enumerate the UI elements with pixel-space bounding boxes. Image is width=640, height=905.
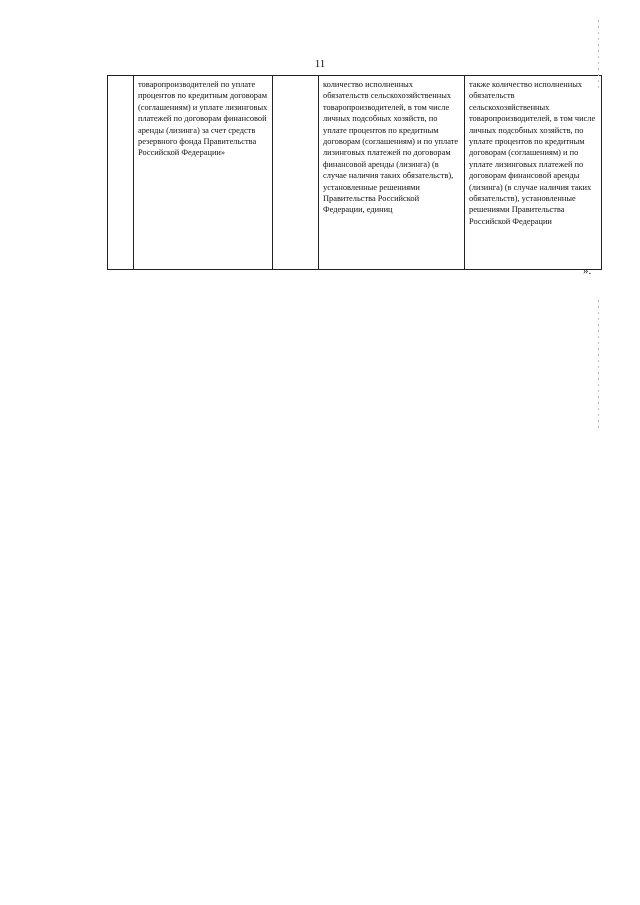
closing-quote: ». [583,265,592,277]
scan-edge-mark [598,20,599,90]
table-cell-additional: также количество исполненных обязательств сельскохозяйственных товаропроизводителей, в том числе личных подсобных хозяйств, по уплате процентов по кредитным договорам (соглашениям) и по уплате лизинговых платежей по договорам финансовой аренды (лизинга) (в случае наличия таких обязательств), установленные решениями Правительства Российской Федерации [465,76,602,270]
table-cell-number [108,76,134,270]
document-table [107,75,602,270]
table-cell-quantity: количество исполненных обязательств сельскохозяйственных товаропроизводителей, в том числе личных подсобных хозяйств, по уплате процентов по кредитным договорам (соглашениям) и по уплате лизинговых платежей по договорам финансовой аренды (лизинга) (в случае наличия таких обязательств), установленные решениями Правительства Российской Федерации, единиц [319,76,465,270]
table-cell-indicator: товаропроизводителей по уплате процентов по кредитным договорам (соглашениям) и уплате лизинговых платежей по договорам финансовой аренды (лизинга) за счет средств резервного фонда Правительства Российской Федерации» [134,76,273,270]
table-row [108,76,602,270]
page-number: 11 [314,58,326,70]
table-cell-empty [273,76,319,270]
scan-edge-mark [598,300,599,430]
